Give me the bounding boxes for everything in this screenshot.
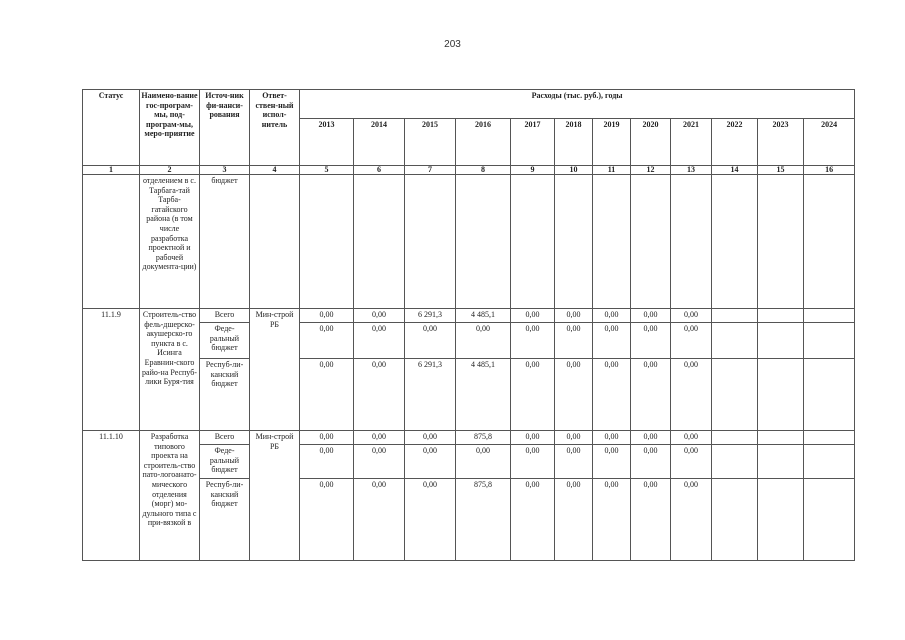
continuation-cell xyxy=(804,175,855,309)
page-number: 203 xyxy=(444,39,461,50)
expense-value: 0,00 xyxy=(300,479,354,561)
expense-value: 0,00 xyxy=(593,479,631,561)
expense-value xyxy=(712,431,758,445)
funding-source: Феде-ральный бюджет xyxy=(200,323,250,359)
funding-source: Всего xyxy=(200,309,250,323)
expense-value: 0,00 xyxy=(511,431,555,445)
year-header: 2021 xyxy=(671,119,712,166)
continuation-status xyxy=(83,175,140,309)
continuation-source: бюджет xyxy=(200,175,250,309)
expense-value: 0,00 xyxy=(593,309,631,323)
expense-value: 4 485,1 xyxy=(456,359,511,431)
expense-value: 0,00 xyxy=(456,323,511,359)
column-number: 3 xyxy=(200,166,250,175)
funding-source: Всего xyxy=(200,431,250,445)
expense-value xyxy=(712,359,758,431)
column-number: 2 xyxy=(140,166,200,175)
expense-value xyxy=(712,479,758,561)
expense-value: 0,00 xyxy=(671,323,712,359)
item-responsible: Мин-строй РБ xyxy=(250,431,300,561)
expense-value xyxy=(758,323,804,359)
continuation-cell xyxy=(631,175,671,309)
table-header xyxy=(83,90,855,175)
continuation-cell xyxy=(405,175,456,309)
expense-value: 0,00 xyxy=(671,445,712,479)
expense-value: 0,00 xyxy=(354,445,405,479)
column-number: 1 xyxy=(83,166,140,175)
continuation-row xyxy=(83,175,855,309)
table-row xyxy=(83,309,855,323)
column-number: 12 xyxy=(631,166,671,175)
column-number: 5 xyxy=(300,166,354,175)
expense-value: 0,00 xyxy=(511,359,555,431)
expense-value: 6 291,3 xyxy=(405,359,456,431)
expense-value: 0,00 xyxy=(671,431,712,445)
funding-source: Респуб-ли-канский бюджет xyxy=(200,359,250,431)
expense-value: 0,00 xyxy=(555,431,593,445)
expense-value: 0,00 xyxy=(631,479,671,561)
column-number: 14 xyxy=(712,166,758,175)
expense-value: 0,00 xyxy=(631,309,671,323)
column-numbers-row xyxy=(83,166,855,175)
expense-value: 0,00 xyxy=(555,309,593,323)
expense-value: 0,00 xyxy=(300,323,354,359)
expense-value: 0,00 xyxy=(300,359,354,431)
expense-value: 0,00 xyxy=(631,445,671,479)
continuation-responsible xyxy=(250,175,300,309)
expense-value: 0,00 xyxy=(511,445,555,479)
column-number: 8 xyxy=(456,166,511,175)
expense-value xyxy=(804,359,855,431)
expense-value: 0,00 xyxy=(555,323,593,359)
continuation-cell xyxy=(593,175,631,309)
table-row xyxy=(83,431,855,445)
continuation-cell xyxy=(456,175,511,309)
expense-value: 0,00 xyxy=(671,309,712,323)
expense-value: 0,00 xyxy=(511,479,555,561)
expense-value: 0,00 xyxy=(300,431,354,445)
year-header: 2018 xyxy=(555,119,593,166)
expense-value xyxy=(804,445,855,479)
expense-value xyxy=(804,431,855,445)
year-header: 2016 xyxy=(456,119,511,166)
expense-value: 0,00 xyxy=(354,479,405,561)
expense-value: 0,00 xyxy=(593,431,631,445)
table-body xyxy=(83,175,855,561)
year-header: 2022 xyxy=(712,119,758,166)
column-number: 9 xyxy=(511,166,555,175)
item-status: 11.1.9 xyxy=(83,309,140,431)
year-header: 2024 xyxy=(804,119,855,166)
expense-value: 0,00 xyxy=(456,445,511,479)
expense-value xyxy=(758,359,804,431)
year-header: 2020 xyxy=(631,119,671,166)
column-number: 6 xyxy=(354,166,405,175)
expense-value: 0,00 xyxy=(354,431,405,445)
expense-value xyxy=(758,309,804,323)
expense-value xyxy=(804,479,855,561)
continuation-cell xyxy=(354,175,405,309)
year-header: 2013 xyxy=(300,119,354,166)
expense-value: 0,00 xyxy=(300,309,354,323)
expense-value: 0,00 xyxy=(593,445,631,479)
item-status: 11.1.10 xyxy=(83,431,140,561)
expense-value xyxy=(804,323,855,359)
expense-value: 0,00 xyxy=(354,323,405,359)
continuation-cell xyxy=(555,175,593,309)
continuation-cell xyxy=(511,175,555,309)
expense-value: 875,8 xyxy=(456,431,511,445)
item-name: Строитель-ство фель-дшерско-акушерско-го пункта в с. Исинга Еравнин-ского райо-на Респуб-лики Буря-тия xyxy=(140,309,200,431)
header-name: Наимено-вание гос-програм-мы, под-програм-мы, меро-приятие xyxy=(140,90,200,166)
continuation-name: отделением в с. Тарбага-тай Тарба-гатайского района (в том числе разработка проектной и рабочей документа-ции) xyxy=(140,175,200,309)
column-number: 16 xyxy=(804,166,855,175)
continuation-cell xyxy=(758,175,804,309)
funding-source: Респуб-ли-канский бюджет xyxy=(200,479,250,561)
expense-value xyxy=(758,431,804,445)
continuation-cell xyxy=(712,175,758,309)
expense-value: 0,00 xyxy=(631,323,671,359)
budget-table xyxy=(82,89,855,561)
header-expenses-title: Расходы (тыс. руб.), годы xyxy=(300,90,855,119)
column-number: 7 xyxy=(405,166,456,175)
expense-value: 0,00 xyxy=(631,359,671,431)
expense-value xyxy=(804,309,855,323)
expense-value: 0,00 xyxy=(300,445,354,479)
year-header: 2017 xyxy=(511,119,555,166)
expense-value: 0,00 xyxy=(555,445,593,479)
column-number: 4 xyxy=(250,166,300,175)
expense-value xyxy=(712,309,758,323)
year-header: 2019 xyxy=(593,119,631,166)
expense-value: 0,00 xyxy=(631,431,671,445)
expense-value: 0,00 xyxy=(671,479,712,561)
expense-value: 0,00 xyxy=(593,359,631,431)
column-number: 11 xyxy=(593,166,631,175)
expense-value: 0,00 xyxy=(405,431,456,445)
expense-value xyxy=(758,445,804,479)
header-status: Статус xyxy=(83,90,140,166)
header-responsible: Ответ-ствен-ный испол-нитель xyxy=(250,90,300,166)
column-number: 15 xyxy=(758,166,804,175)
expense-value: 0,00 xyxy=(555,479,593,561)
year-header: 2023 xyxy=(758,119,804,166)
expense-value: 0,00 xyxy=(555,359,593,431)
expense-value: 6 291,3 xyxy=(405,309,456,323)
expense-value: 0,00 xyxy=(405,445,456,479)
expense-value: 0,00 xyxy=(671,359,712,431)
continuation-cell xyxy=(300,175,354,309)
column-number: 13 xyxy=(671,166,712,175)
year-header: 2015 xyxy=(405,119,456,166)
column-number: 10 xyxy=(555,166,593,175)
expense-value: 875,8 xyxy=(456,479,511,561)
item-responsible: Мин-строй РБ xyxy=(250,309,300,431)
expense-value: 0,00 xyxy=(405,323,456,359)
expense-value: 0,00 xyxy=(511,309,555,323)
expense-value xyxy=(758,479,804,561)
expense-value xyxy=(712,323,758,359)
expense-value: 0,00 xyxy=(354,359,405,431)
funding-source: Феде-ральный бюджет xyxy=(200,445,250,479)
continuation-cell xyxy=(671,175,712,309)
expense-value: 0,00 xyxy=(511,323,555,359)
item-name: Разработка типового проекта на строитель-ство пато-логоанато-мического отделения (морг) мо-дульного типа с при-вязкой в xyxy=(140,431,200,561)
expense-value: 0,00 xyxy=(593,323,631,359)
expense-value: 4 485,1 xyxy=(456,309,511,323)
header-source: Источ-ник фи-нанси-рования xyxy=(200,90,250,166)
expense-value: 0,00 xyxy=(405,479,456,561)
expense-value xyxy=(712,445,758,479)
year-header: 2014 xyxy=(354,119,405,166)
expense-value: 0,00 xyxy=(354,309,405,323)
